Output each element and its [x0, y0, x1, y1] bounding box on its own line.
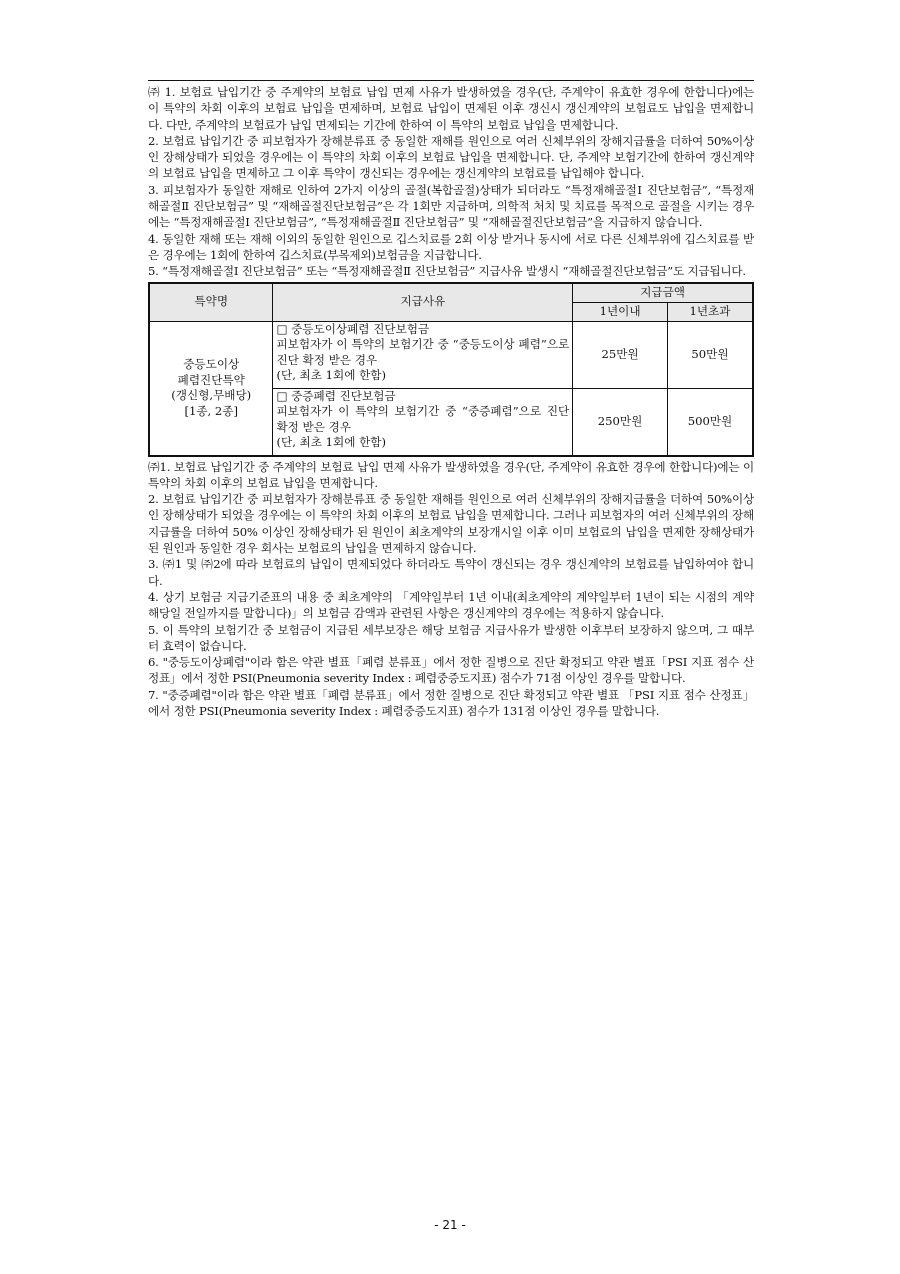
reason-text: 피보험자가 이 특약의 보험기간 중 “중증폐렴”으로 진단 확정 받은 경우 — [276, 404, 570, 434]
amount-within-1y: 250만원 — [573, 388, 668, 456]
notes-section-2 — [148, 459, 754, 720]
note-paragraph: 4. 상기 보험금 지급기준표의 내용 중 최초계약의 「계약일부터 1년 이내(최초계약의 계약일부터 1년이 되는 시점의 계약해당일 전일까지를 말합니다)」의 보험금 감액과 관련된 사항은 갱신계약의 경우에는 적용하지 않습니다. — [148, 589, 754, 621]
document-page — [148, 80, 754, 719]
header-within-1y: 1년이내 — [573, 302, 668, 321]
rider-name-cell — [149, 321, 273, 456]
header-over-1y: 1년초과 — [667, 302, 753, 321]
note-paragraph: 2. 보험료 납입기간 중 피보험자가 장해분류표 중 동일한 재해를 원인으로 여러 신체부위의 장해지급률을 더하여 50%이상인 장해상태가 되었을 경우에는 이 특약의 차회 이후의 보험료 납입을 면제합니다. 단, 주계약 보험기간에 한하여 갱신계약의 보험료 납입을 면제하고 그 이후 특약이 갱신되는 경우에는 갱신계약의 보험료를 납입해야 합니다. — [148, 133, 754, 181]
rider-name-line: [1종, 2종] — [184, 403, 239, 418]
page-number: - 21 - — [434, 1218, 466, 1232]
note-paragraph: ㈜1. 보험료 납입기간 중 주계약의 보험료 납입 면제 사유가 발생하였을 경우(단, 주계약이 유효한 경우에 한합니다)에는 이 특약의 차회 이후의 보험료 납입을 면제합니다. — [148, 459, 754, 490]
rider-name-line: 중등도이상 — [183, 357, 240, 372]
reason-title: □ 중증폐렴 진단보험금 — [276, 388, 396, 403]
amount-over-1y: 50만원 — [667, 321, 753, 388]
rider-name-line: (갱신형,무배당) — [171, 388, 252, 403]
header-reason: 지급사유 — [273, 283, 573, 322]
note-paragraph: 5. 이 특약의 보험기간 중 보험금이 지급된 세부보장은 해당 보험금 지급사유가 발생한 이후부터 보장하지 않으며, 그 때부터 효력이 없습니다. — [148, 622, 754, 653]
top-rule — [148, 80, 754, 81]
benefit-table — [148, 282, 754, 457]
reason-title: □ 중등도이상폐렴 진단보험금 — [276, 321, 430, 336]
note-paragraph: 7. "중증폐렴"이라 함은 약관 별표「폐렴 분류표」에서 정한 질병으로 진단 확정되고 약관 별표 「PSI 지표 점수 산정표」에서 정한 PSI(Pneumonia severity Index : 폐렴중증도지표) 점수가 131점 이상인 경우를 말합니다. — [148, 687, 754, 719]
reason-cell — [273, 321, 573, 388]
note-paragraph: 6. "중등도이상폐렴"이라 함은 약관 별표「폐렴 분류표」에서 정한 질병으로 진단 확정되고 약관 별표「PSI 지표 점수 산정표」에서 정한 PSI(Pneumonia severity Index : 폐렴중증도지표) 점수가 71점 이상인 경우를 말합니다. — [148, 655, 754, 686]
header-rider-name: 특약명 — [149, 283, 273, 322]
note-paragraph: 3. 피보험자가 동일한 재해로 인하여 2가지 이상의 골절(복합골절)상태가 되더라도 “특정재해골절Ⅰ 진단보험금”, “특정재해골절Ⅱ 진단보험금” 및 “재해골절진단보험금”은 각 1회만 지급하며, 의학적 처치 및 치료를 목적으로 골절을 시키는 경우에는 “특정재해골절Ⅰ 진단보험금”, “특정재해골절Ⅱ 진단보험금” 및 “재해골절진단보험금”을 지급하지 않습니다. — [148, 182, 754, 230]
reason-note: (단, 최초 1회에 한함) — [276, 435, 387, 450]
reason-text: 피보험자가 이 특약의 보험기간 중 “중등도이상 폐렴”으로 진단 확정 받은 경우 — [276, 337, 570, 367]
header-amount: 지급금액 — [573, 283, 753, 303]
note-paragraph: 4. 동일한 재해 또는 재해 이외의 동일한 원인으로 깁스치료를 2회 이상 받거나 동시에 서로 다른 신체부위에 깁스치료를 받은 경우에는 1회에 한하여 깁스치료(부목제외)보험금을 지급합니다. — [148, 231, 754, 262]
reason-note: (단, 최초 1회에 한함) — [276, 368, 387, 383]
rider-name-line: 폐렴진단특약 — [177, 372, 245, 387]
amount-over-1y: 500만원 — [667, 388, 753, 456]
note-paragraph: 3. ㈜1 및 ㈜2에 따라 보험료의 납입이 면제되었다 하더라도 특약이 갱신되는 경우 갱신계약의 보험료를 납입하여야 합니다. — [148, 557, 754, 588]
note-paragraph: 2. 보험료 납입기간 중 피보험자가 장해분류표 중 동일한 재해를 원인으로 여러 신체부위의 장해지급률을 더하여 50%이상인 장해상태가 되었을 경우에는 이 특약의 차회 이후의 보험료 납입을 면제합니다. 그러나 피보험자의 여러 신체부위의 장해지급률을 더하여 50% 이상인 장해상태가 된 원인이 최초계약의 보장개시일 이후 이미 보험료의 납입을 면제한 장해상태가 된 원인과 동일한 경우 회사는 보험료의 납입을 면제하지 않습니다. — [148, 492, 754, 556]
reason-cell — [273, 388, 573, 456]
note-paragraph: 5. “특정재해골절Ⅰ 진단보험금” 또는 “특정재해골절Ⅱ 진단보험금” 지급사유 발생시 “재해골절진단보험금”도 지급됩니다. — [148, 264, 746, 279]
note-paragraph: ㈜ 1. 보험료 납입기간 중 주계약의 보험료 납입 면제 사유가 발생하였을 경우(단, 주계약이 유효한 경우에 한합니다)에는 이 특약의 차회 이후의 보험료 납입을 면제하며, 보험료 납입이 면제된 이후 갱신시 갱신계약의 보험료도 납입을 면제합니다. 다만, 주계약의 보험료가 납입 면제되는 기간에 한하여 이 특약의 보험료 납입을 면제합니다. — [148, 85, 754, 132]
amount-within-1y: 25만원 — [573, 321, 668, 388]
notes-section-1 — [148, 84, 754, 280]
